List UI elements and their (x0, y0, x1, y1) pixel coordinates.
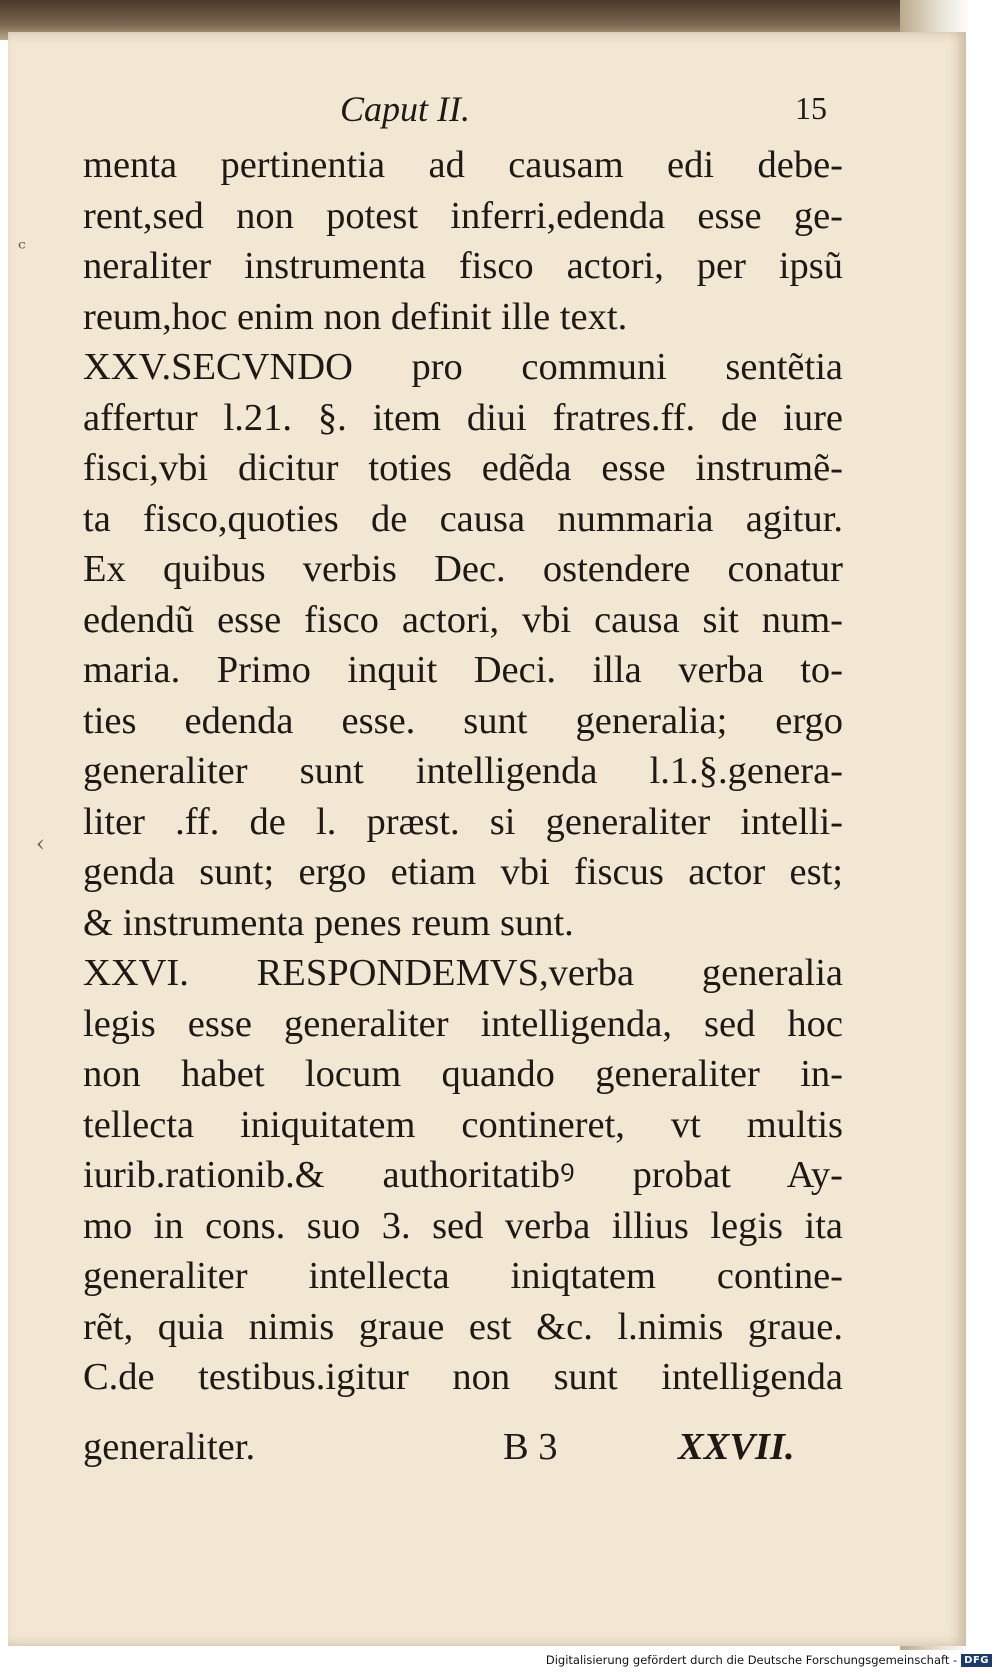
text-line: liter .ff. de l. præst. si generaliter intelli- (83, 800, 843, 843)
body-text (83, 140, 843, 1403)
text-line: genda sunt; ergo etiam vbi fiscus actor est; (83, 851, 843, 893)
last-line-word: generaliter. (83, 1426, 256, 1468)
text-line: generaliter sunt intelligenda l.1.§.genera- (83, 750, 843, 792)
signature-mark: B 3 (503, 1426, 558, 1468)
text-line: XXV.SECVNDO pro communi sentẽtia (83, 346, 843, 388)
text-line: menta pertinentia ad causam edi debe- (83, 144, 843, 186)
text-line: ta fisco,quoties de causa nummaria agitur. (83, 497, 843, 540)
margin-mark: ‹ (36, 832, 45, 857)
margin-mark: ᶜ (18, 237, 26, 262)
text-line: non habet locum quando generaliter in- (83, 1053, 843, 1095)
text-line: tellecta iniquitatem contineret, vt multis (83, 1103, 843, 1146)
text-line: mo in cons. suo 3. sed verba illius legis ita (83, 1204, 843, 1247)
text-line: C.de testibus.igitur non sunt intelligenda (83, 1356, 843, 1398)
text-line: Ex quibus verbis Dec. ostendere conatur (83, 548, 843, 590)
text-line: affertur l.21. §. item diui fratres.ff. de iure (83, 396, 843, 439)
text-line: XXVI. RESPONDEMVS,verba generalia (83, 952, 843, 994)
credit-text: Digitalisierung gefördert durch die Deutsche Forschungsgemeinschaft - (545, 1653, 958, 1667)
text-line: legis esse generaliter intelligenda, sed hoc (83, 1002, 843, 1045)
text-line: generaliter intellecta iniqtatem contine- (83, 1255, 843, 1297)
dfg-logo: DFG (961, 1654, 992, 1667)
catchword: XXVII. (678, 1426, 795, 1468)
text-line: rent,sed non potest inferri,edenda esse ge- (83, 194, 843, 237)
text-line: edendũ esse fisco actori, vbi causa sit num- (83, 598, 843, 641)
page-header (100, 78, 860, 138)
text-line: fisci,vbi dicitur toties edẽda esse instrumẽ- (83, 447, 843, 489)
running-head: Caput II. (340, 89, 470, 129)
digitization-credit (546, 1650, 992, 1670)
page-footer (83, 1422, 843, 1472)
text-line: neraliter instrumenta fisco actori, per ipsũ (83, 245, 843, 287)
text-line: rẽt, quia nimis graue est &c. l.nimis graue. (83, 1305, 843, 1348)
text-line: maria. Primo inquit Deci. illa verba to- (83, 649, 843, 691)
text-line: & instrumenta penes reum sunt. (83, 901, 574, 944)
text-line: reum,hoc enim non definit ille text. (83, 295, 628, 338)
page-number: 15 (795, 90, 827, 126)
text-line: iurib.rationib.& authoritatibꝰ probat Ay- (83, 1154, 843, 1196)
text-line: ties edenda esse. sunt generalia; ergo (83, 699, 843, 742)
